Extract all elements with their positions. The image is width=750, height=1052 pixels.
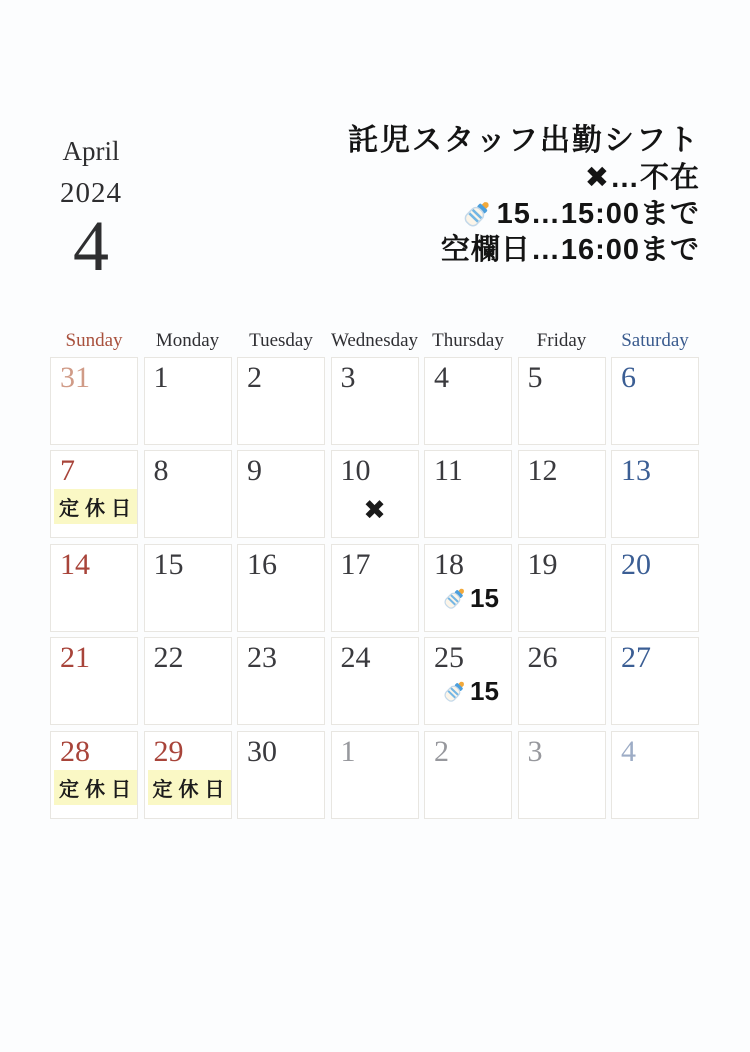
day-cell bbox=[50, 731, 138, 819]
day-number: 4 bbox=[621, 734, 636, 768]
day-cell bbox=[144, 450, 232, 538]
day-number: 10 bbox=[340, 454, 371, 487]
day-cell bbox=[331, 544, 419, 632]
day-cell bbox=[331, 731, 419, 819]
day-cell bbox=[237, 731, 325, 819]
month-block bbox=[58, 136, 124, 286]
bottle-legend-text: 15…15:00まで bbox=[496, 198, 700, 230]
day-number: 9 bbox=[247, 454, 262, 487]
baby-bottle-icon bbox=[458, 195, 497, 233]
day-cell bbox=[144, 357, 232, 445]
day-cell bbox=[611, 731, 699, 819]
day-cell bbox=[611, 637, 699, 725]
baby-bottle-icon bbox=[458, 195, 496, 233]
day-number: 1 bbox=[340, 734, 356, 768]
closed-day-badge: 定休日 bbox=[148, 770, 231, 805]
day-cell bbox=[518, 544, 606, 632]
legend-bottle-line bbox=[348, 195, 700, 233]
weekday-label-tuesday: Tuesday bbox=[249, 330, 313, 351]
day-number: 5 bbox=[527, 360, 543, 394]
day-number: 15 bbox=[153, 547, 184, 581]
day-number: 7 bbox=[60, 454, 75, 487]
day-number: 1 bbox=[153, 360, 169, 394]
month-name: April bbox=[62, 136, 120, 166]
day-cell bbox=[518, 637, 606, 725]
weekday-label-monday: Monday bbox=[155, 330, 220, 351]
day-number: 23 bbox=[247, 641, 277, 674]
closed-day-badge: 定休日 bbox=[54, 489, 137, 524]
day-number: 24 bbox=[340, 641, 371, 674]
day-number: 20 bbox=[621, 547, 651, 581]
day-number: 2 bbox=[434, 734, 449, 768]
day-number: 19 bbox=[527, 547, 558, 581]
day-cell bbox=[50, 357, 138, 445]
day-cell bbox=[237, 450, 325, 538]
absent-x-mark: ✖ bbox=[363, 495, 386, 525]
day-cell bbox=[144, 731, 232, 819]
day-number: 18 bbox=[434, 547, 464, 581]
weekday-label-wednesday: Wednesday bbox=[330, 330, 419, 351]
day-cell bbox=[331, 637, 419, 725]
baby-bottle-icon bbox=[439, 583, 470, 614]
day-cell bbox=[237, 544, 325, 632]
day-number: 12 bbox=[527, 454, 558, 487]
day-number: 26 bbox=[527, 641, 558, 674]
day-number: 4 bbox=[434, 360, 449, 394]
bottle-shift-hour: 15 bbox=[470, 676, 499, 706]
day-number: 30 bbox=[247, 734, 277, 768]
day-cell bbox=[424, 731, 512, 819]
bottle-shift-marker bbox=[439, 676, 499, 707]
legend-blank-line bbox=[348, 233, 700, 267]
day-number: 3 bbox=[527, 734, 543, 768]
day-cell bbox=[424, 544, 512, 632]
day-number: 16 bbox=[247, 547, 277, 581]
legend-title: 託児スタッフ出勤シフト bbox=[348, 124, 700, 157]
day-cell bbox=[424, 450, 512, 538]
day-number: 29 bbox=[153, 734, 184, 768]
weekday-label-saturday: Saturday bbox=[621, 330, 689, 351]
day-number: 22 bbox=[153, 641, 184, 674]
day-number: 3 bbox=[340, 360, 356, 394]
closed-day-badge: 定休日 bbox=[54, 770, 137, 805]
legend-block bbox=[348, 124, 700, 267]
year-label: 2024 bbox=[60, 177, 122, 209]
day-cell bbox=[237, 637, 325, 725]
day-number: 17 bbox=[340, 547, 371, 581]
baby-bottle-icon bbox=[439, 583, 470, 614]
day-cell bbox=[611, 450, 699, 538]
day-cell bbox=[611, 544, 699, 632]
day-cell bbox=[611, 357, 699, 445]
day-cell bbox=[424, 637, 512, 725]
day-number: 27 bbox=[621, 641, 651, 674]
day-number: 31 bbox=[60, 360, 90, 394]
weekday-label-friday: Friday bbox=[536, 330, 587, 351]
day-cell bbox=[50, 544, 138, 632]
day-number: 21 bbox=[60, 641, 90, 674]
day-cell bbox=[237, 357, 325, 445]
day-number: 6 bbox=[621, 360, 636, 394]
day-cell bbox=[144, 544, 232, 632]
absent-legend-text: ✖…不在 bbox=[584, 162, 700, 194]
month-number: 4 bbox=[73, 206, 109, 286]
day-number: 8 bbox=[153, 454, 169, 487]
day-cell bbox=[518, 731, 606, 819]
day-number: 13 bbox=[621, 454, 651, 487]
bottle-shift-marker bbox=[439, 583, 499, 614]
day-number: 28 bbox=[60, 734, 90, 768]
weekday-label-thursday: Thursday bbox=[432, 330, 504, 351]
day-cell bbox=[518, 450, 606, 538]
bottle-shift-hour: 15 bbox=[470, 582, 499, 613]
day-number: 14 bbox=[60, 547, 90, 581]
baby-bottle-icon bbox=[439, 676, 470, 707]
day-number: 2 bbox=[247, 360, 262, 394]
day-cell bbox=[50, 450, 138, 538]
day-cell bbox=[518, 357, 606, 445]
weekday-label-sunday: Sunday bbox=[65, 330, 123, 351]
day-number: 11 bbox=[434, 454, 463, 487]
calendar-grid bbox=[50, 330, 699, 819]
day-cell bbox=[331, 450, 419, 538]
day-cell bbox=[331, 357, 419, 445]
legend-absent-line bbox=[348, 161, 700, 195]
blank-legend-text: 空欄日…16:00まで bbox=[440, 234, 700, 266]
day-cell bbox=[424, 357, 512, 445]
baby-bottle-icon bbox=[439, 676, 470, 707]
day-number: 25 bbox=[434, 641, 464, 674]
day-cell bbox=[50, 637, 138, 725]
day-cell bbox=[144, 637, 232, 725]
